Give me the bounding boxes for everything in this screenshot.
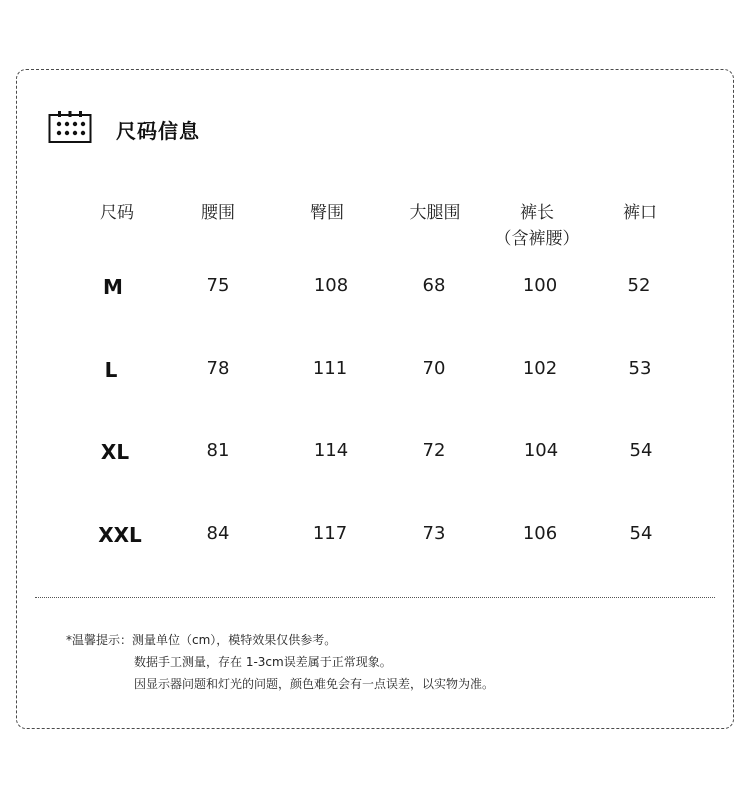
table-cell: 108: [313, 275, 349, 296]
column-header-length-label: 裤长: [520, 203, 554, 223]
table-cell: 53: [628, 358, 652, 379]
table-cell: 114: [313, 440, 349, 461]
table-cell: 52: [627, 275, 651, 296]
note-line-1: *温馨提示：测量单位（cm），模特效果仅供参考。: [66, 633, 337, 647]
size-label: XL: [100, 440, 130, 464]
size-info-card: [16, 69, 734, 729]
table-cell: 54: [629, 523, 653, 544]
table-cell: 73: [422, 523, 446, 544]
note-line-2: 数据手工测量，存在 1-3cm误差属于正常现象。: [134, 655, 392, 669]
dotted-divider: [35, 597, 715, 598]
column-header-length-subtitle: （含裤腰）: [494, 229, 580, 249]
table-cell: 72: [422, 440, 446, 461]
column-header-waist: 腰围: [201, 203, 235, 223]
column-header-thigh: 大腿围: [409, 203, 461, 223]
table-cell: 117: [312, 523, 348, 544]
table-cell: 102: [522, 358, 558, 379]
column-header-length: [495, 200, 580, 252]
table-cell: 104: [523, 440, 559, 461]
table-cell: 81: [206, 440, 230, 461]
note-line-3: 因显示器问题和灯光的问题，颜色难免会有一点误差，以实物为准。: [134, 677, 495, 691]
size-label: M: [103, 275, 123, 299]
table-cell: 84: [206, 523, 230, 544]
column-header-hip: 臀围: [310, 203, 344, 223]
table-cell: 78: [206, 358, 230, 379]
calendar-grid-icon: [48, 110, 92, 144]
column-header-leg-opening: 裤口: [623, 203, 657, 223]
size-label: XXL: [98, 523, 142, 547]
table-cell: 100: [522, 275, 558, 296]
page-title: 尺码信息: [116, 119, 200, 143]
column-header-size: 尺码: [100, 203, 134, 223]
table-cell: 54: [629, 440, 653, 461]
table-cell: 106: [522, 523, 558, 544]
table-cell: 75: [206, 275, 230, 296]
size-label: L: [104, 358, 118, 382]
table-cell: 70: [422, 358, 446, 379]
table-cell: 111: [312, 358, 348, 379]
table-cell: 68: [422, 275, 446, 296]
